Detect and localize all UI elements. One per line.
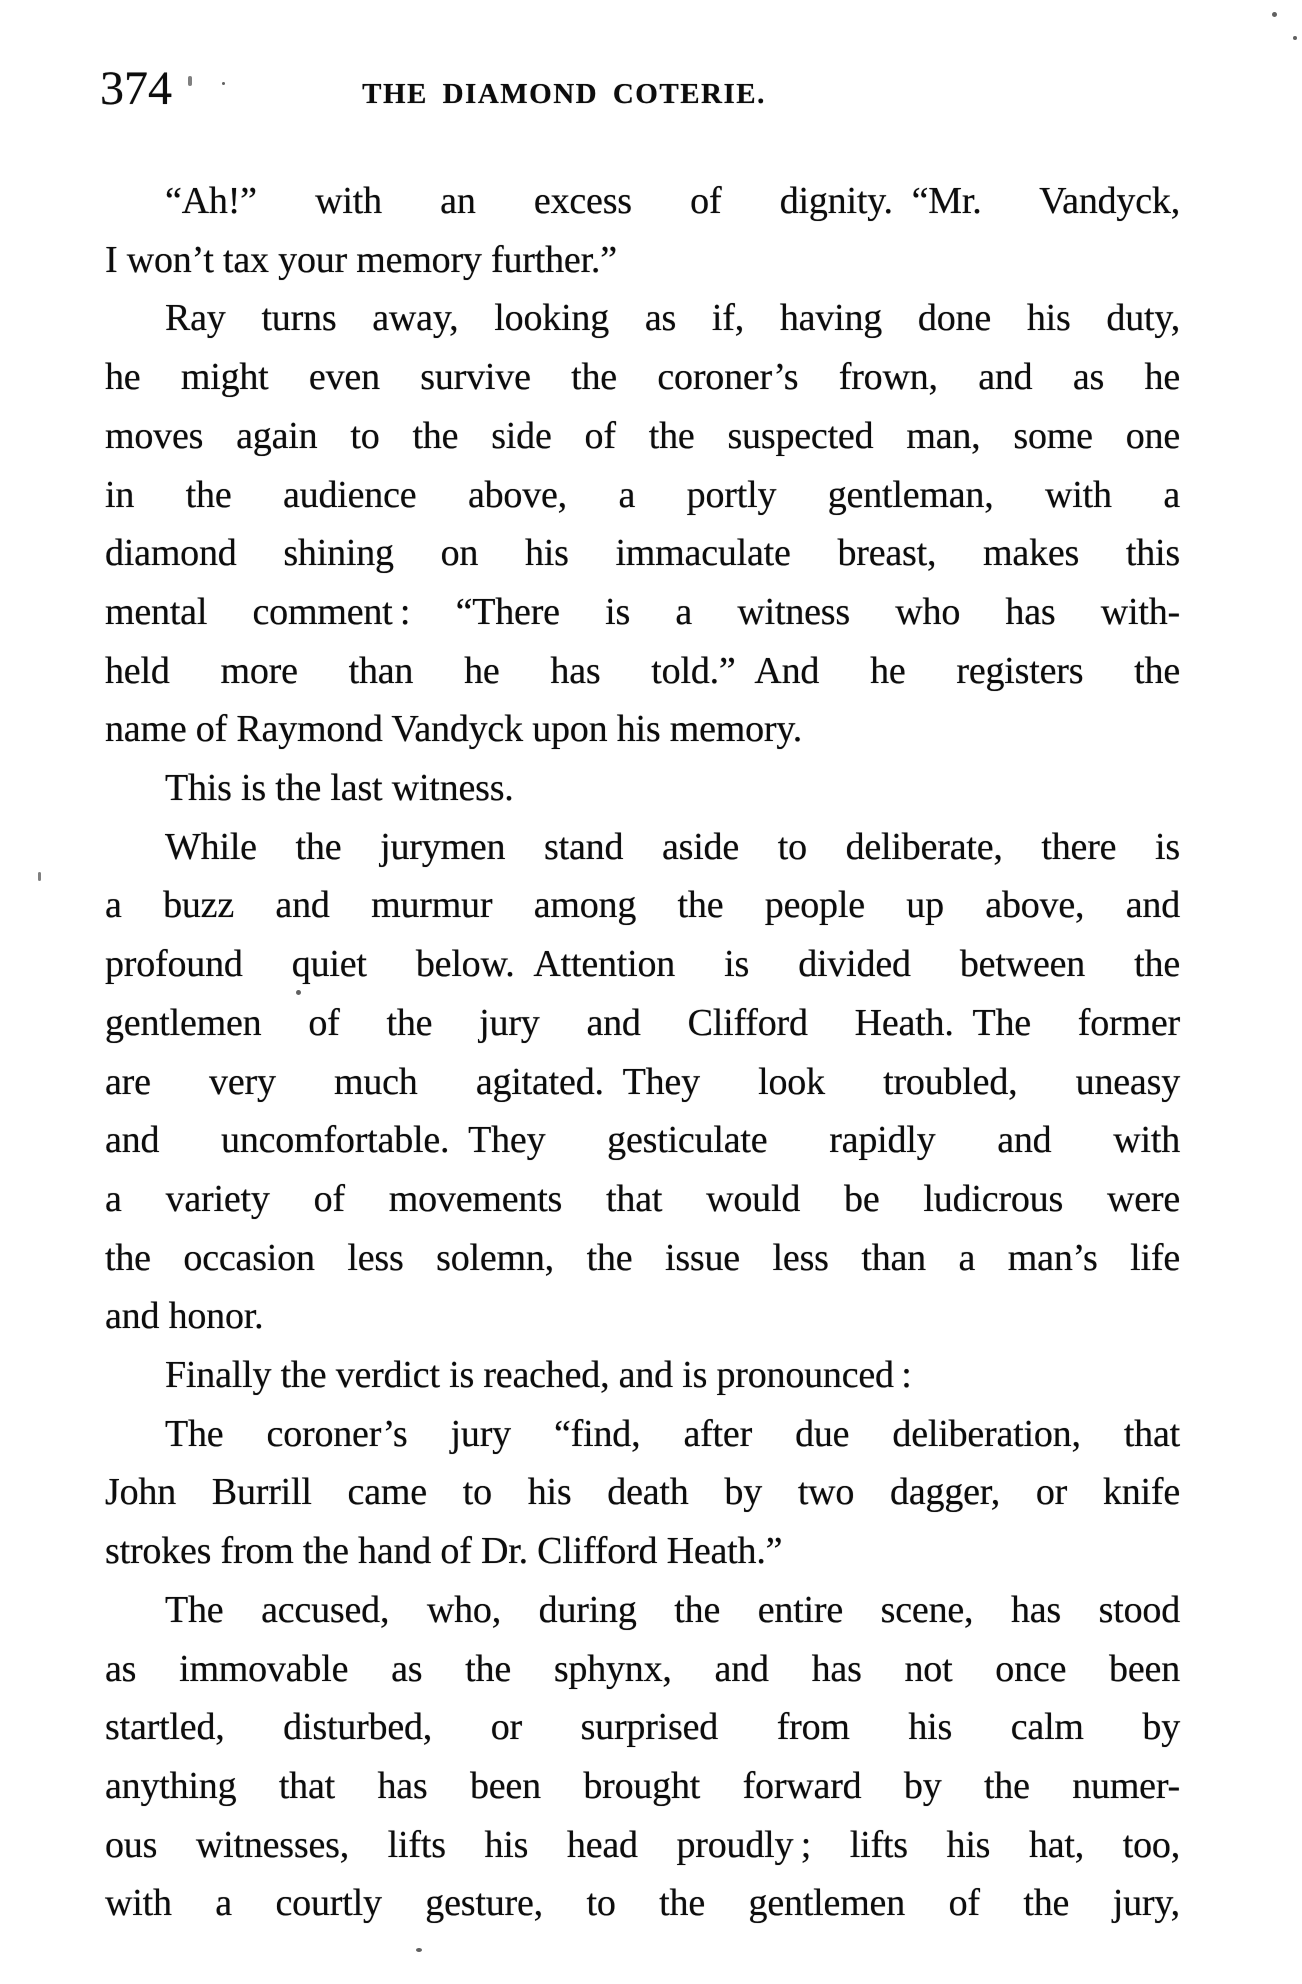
scan-artifact — [188, 76, 192, 86]
text-line: a variety of movements that would be ludicrous were — [105, 1177, 1180, 1220]
text-line: held more than he has told.” And he registers the — [105, 649, 1180, 692]
text-line: The coroner’s jury “find, after due deliberation, that — [165, 1412, 1180, 1455]
scan-artifact — [38, 872, 41, 881]
text-line: and honor. — [105, 1295, 264, 1338]
text-line: ous witnesses, lifts his head proudly ; lifts his hat, too, — [105, 1823, 1180, 1866]
text-line: the occasion less solemn, the issue less than a man’s life — [105, 1236, 1180, 1279]
text-line: as immovable as the sphynx, and has not once been — [105, 1647, 1180, 1690]
text-line: with a courtly gesture, to the gentlemen of the jury, — [105, 1882, 1180, 1925]
text-line: name of Raymond Vandyck upon his memory. — [105, 708, 803, 751]
running-title: THE DIAMOND COTERIE. — [362, 78, 766, 110]
text-line: in the audience above, a portly gentleman, with a — [105, 473, 1180, 516]
text-line: he might even survive the coroner’s frown, and as he — [105, 356, 1180, 399]
scan-artifact — [1272, 12, 1277, 17]
text-line: While the jurymen stand aside to deliberate, there is — [165, 825, 1180, 868]
text-line: are very much agitated. They look troubled, uneasy — [105, 1060, 1180, 1103]
text-line: John Burrill came to his death by two dagger, or knife — [105, 1471, 1180, 1514]
scan-artifact — [416, 1948, 422, 1952]
text-line: startled, disturbed, or surprised from his calm by — [105, 1706, 1180, 1749]
text-line: diamond shining on his immaculate breast, makes this — [105, 532, 1180, 575]
page-number: 374 — [100, 62, 172, 115]
text-line: strokes from the hand of Dr. Clifford Heath.” — [105, 1530, 783, 1573]
text-line: This is the last witness. — [165, 767, 514, 810]
text-line: anything that has been brought forward by the numer- — [105, 1764, 1180, 1807]
text-line: and uncomfortable. They gesticulate rapidly and with — [105, 1119, 1180, 1162]
text-line: “Ah!” with an excess of dignity. “Mr. Vandyck, — [165, 180, 1180, 222]
text-line: gentlemen of the jury and Clifford Heath. The former — [105, 1001, 1180, 1044]
text-line: Finally the verdict is reached, and is pronounced : — [165, 1354, 912, 1397]
text-line: I won’t tax your memory further.” — [105, 238, 617, 281]
scan-artifact — [1293, 36, 1297, 40]
scan-artifact — [222, 82, 225, 85]
text-line: moves again to the side of the suspected man, some one — [105, 414, 1180, 457]
text-line: profound quiet below. Attention is divided between the — [105, 943, 1180, 986]
text-line: Ray turns away, looking as if, having done his duty, — [165, 297, 1180, 340]
text-line: The accused, who, during the entire scene, has stood — [165, 1588, 1180, 1631]
text-line: a buzz and murmur among the people up above, and — [105, 884, 1180, 927]
scan-artifact — [296, 990, 301, 995]
page-body-text — [105, 172, 1180, 1933]
text-line: mental comment : “There is a witness who has with- — [105, 590, 1180, 633]
